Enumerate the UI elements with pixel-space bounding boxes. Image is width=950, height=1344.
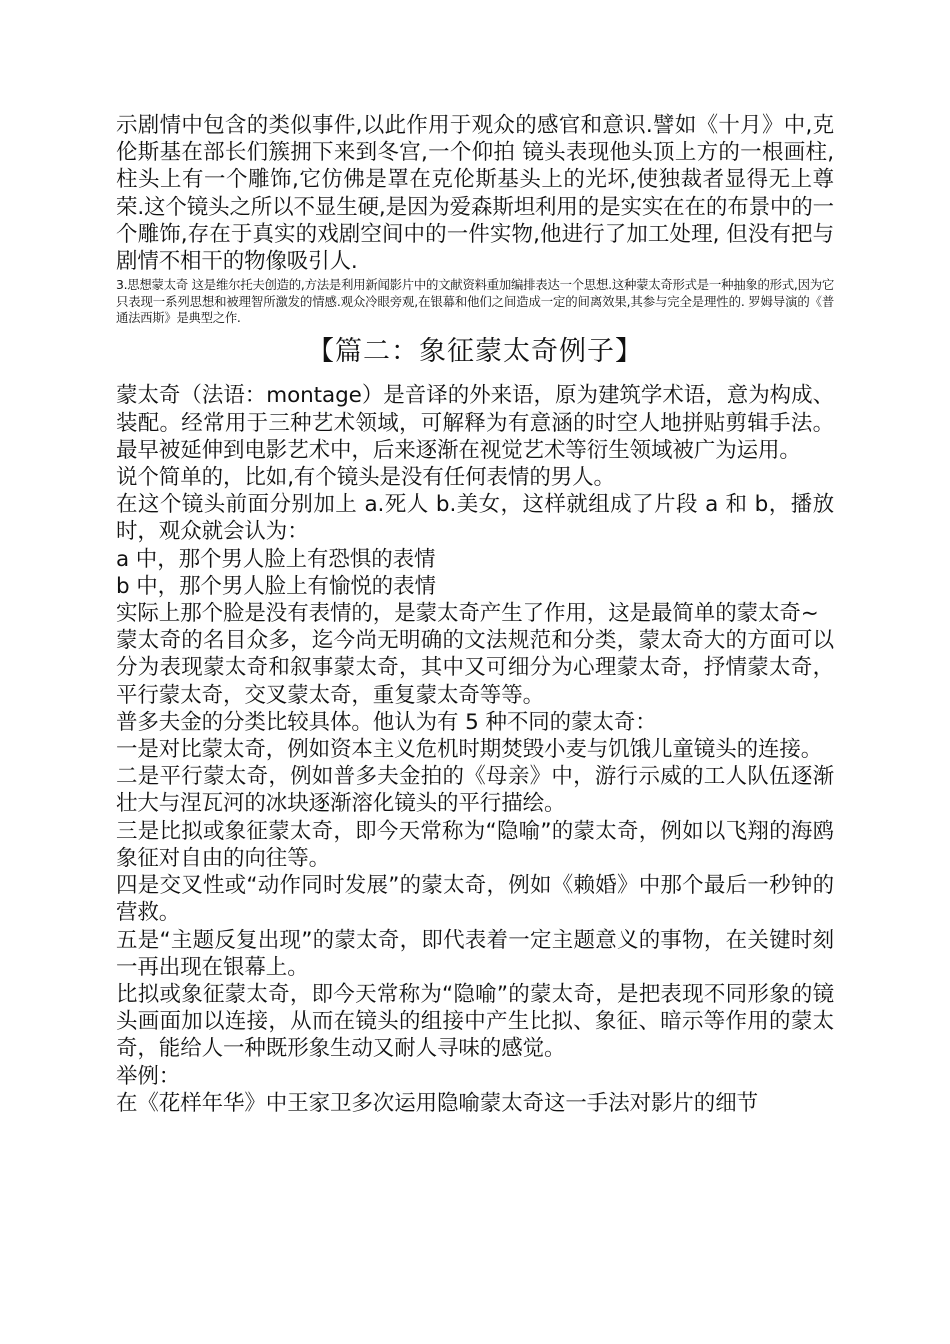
paragraph: 二是平行蒙太奇，例如普多夫金拍的《母亲》中，游行示威的工人队伍逐渐壮大与涅瓦河的冰块逐渐溶化镜头的平行描绘。 <box>116 764 834 817</box>
paragraph: 蒙太奇的名目众多，迄今尚无明确的文法规范和分类，蒙太奇大的方面可以分为表现蒙太奇和叙事蒙太奇，其中又可细分为心理蒙太奇，抒情蒙太奇，平行蒙太奇，交叉蒙太奇，重复蒙太奇等等。 <box>116 628 834 708</box>
paragraph: 说个简单的，比如,有个镜头是没有任何表情的男人。 <box>116 465 615 491</box>
paragraph: 三是比拟或象征蒙太奇，即今天常称为“隐喻”的蒙太奇，例如以飞翔的海鸥象征对自由的向往等。 <box>116 818 834 871</box>
document-page <box>116 112 834 1117</box>
paragraph: 一是对比蒙太奇，例如资本主义危机时期焚毁小麦与饥饿儿童镜头的连接。 <box>116 737 823 763</box>
paragraph: a 中，那个男人脸上有恐惧的表情 <box>116 546 436 572</box>
small-note: 3.思想蒙太奇 这是维尔托夫创造的,方法是利用新闻影片中的文献资料重加编排表达一个思想.这种蒙太奇形式是一种抽象的形式,因为它只表现一系列思想和被理智所激发的情感.观众冷眼旁观,在银幕和他们之间造成一定的间离效果,其参与完全是理性的. 罗姆导演的《普通法西斯》是典型之作. <box>116 277 834 326</box>
paragraph: 举例： <box>116 1063 181 1089</box>
paragraph: 蒙太奇（法语：montage）是音译的外来语，原为建筑学术语，意为构成、装配。经常用于三种艺术领域，可解释为有意涵的时空人地拼贴剪辑手法。最早被延伸到电影艺术中，后来逐渐在视觉艺术等衍生领域被广为运用。 <box>116 383 834 463</box>
section-title: 【篇二：象征蒙太奇例子】 <box>307 336 643 368</box>
paragraph: 五是“主题反复出现”的蒙太奇，即代表着一定主题意义的事物，在关键时刻一再出现在银幕上。 <box>116 927 834 980</box>
paragraph: 实际上那个脸是没有表情的，是蒙太奇产生了作用，这是最简单的蒙太奇~ <box>116 601 819 627</box>
paragraph: 在《花样年华》中王家卫多次运用隐喻蒙太奇这一手法对影片的细节 <box>116 1090 759 1116</box>
paragraph: 普多夫金的分类比较具体。他认为有 5 种不同的蒙太奇： <box>116 709 657 735</box>
paragraph: 四是交叉性或“动作同时发展”的蒙太奇，例如《赖婚》中那个最后一秒钟的营救。 <box>116 873 834 926</box>
body-text <box>116 382 834 1116</box>
top-paragraph: 示剧情中包含的类似事件,以此作用于观众的感官和意识.譬如《十月》中,克伦斯基在部长们簇拥下来到冬宫,一个仰拍 镜头表现他头顶上方的一根画柱,柱头上有一个雕饰,它仿佛是罩在克伦斯基头上的光坏,使独裁者显得无上尊荣.这个镜头之所以不显生硬,是因为爱森斯坦利用的是实实在在的布景中的一个雕饰,存在于真实的戏剧空间中的一件实物,他进行了加工处理, 但没有把与剧情不相干的物像吸引人. <box>116 113 834 275</box>
paragraph: 比拟或象征蒙太奇，即今天常称为“隐喻”的蒙太奇，是把表现不同形象的镜头画面加以连接，从而在镜头的组接中产生比拟、象征、暗示等作用的蒙太奇，能给人一种既形象生动又耐人寻味的感觉。 <box>116 981 834 1062</box>
paragraph: b 中，那个男人脸上有愉悦的表情 <box>116 573 436 599</box>
paragraph: 在这个镜头前面分别加上 a.死人 b.美女，这样就组成了片段 a 和 b，播放时，观众就会认为： <box>116 492 834 545</box>
